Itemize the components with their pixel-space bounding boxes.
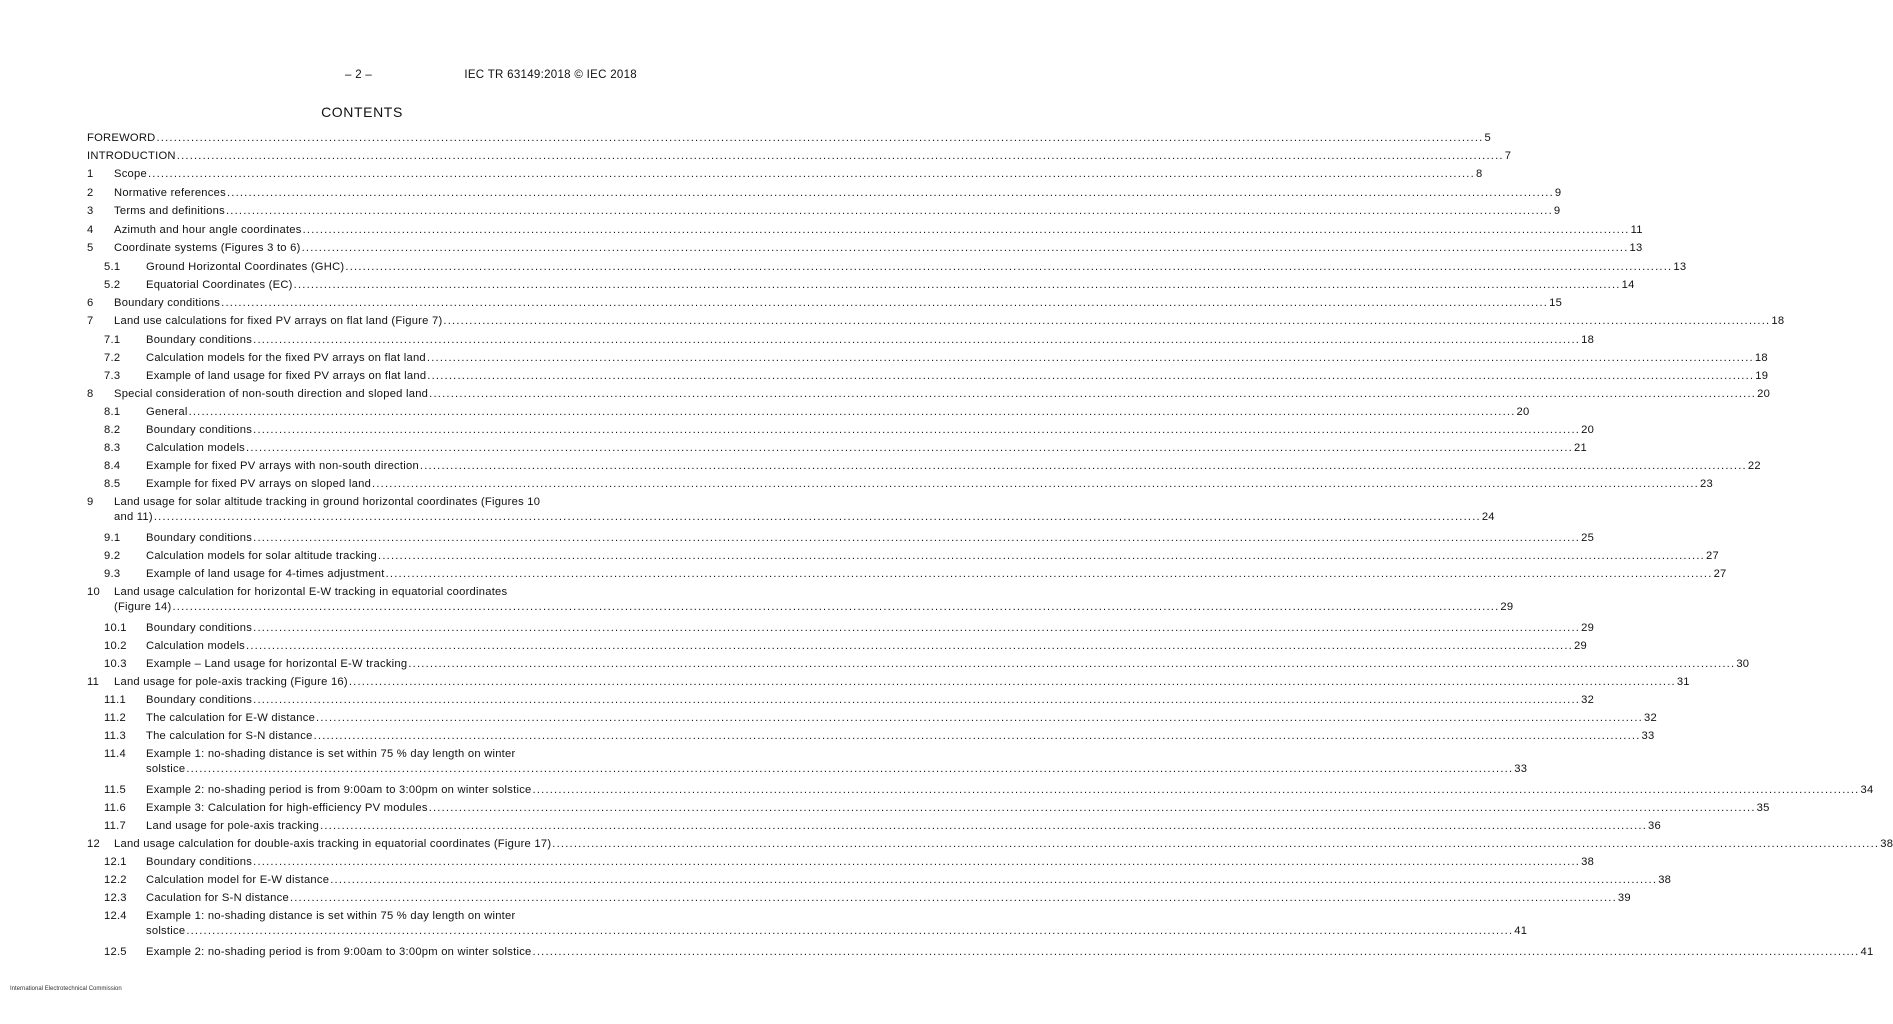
toc-leader-dots [552, 837, 1879, 852]
toc-entry[interactable] [87, 423, 1595, 441]
toc-entry-page: 13 [1673, 261, 1687, 273]
toc-entry[interactable] [87, 441, 1587, 459]
toc-entry-title: Example 1: no-shading distance is set within 75 % day length on winter [146, 910, 516, 922]
toc-entry[interactable] [87, 657, 1750, 675]
toc-entry-number: 10.1 [104, 622, 127, 634]
toc-entry[interactable] [87, 873, 1672, 891]
toc-entry[interactable] [87, 204, 1561, 223]
toc-leader-dots [533, 783, 1860, 798]
toc-entry-title: Example 2: no-shading period is from 9:00am to 3:00pm on winter solstice [146, 946, 532, 958]
toc-entry-title: FOREWORD [87, 132, 156, 144]
toc-entry-number: 10.3 [104, 658, 127, 670]
toc-entry-number: 12.4 [104, 910, 127, 922]
toc-entry[interactable] [87, 241, 1643, 260]
toc-leader-dots [533, 945, 1860, 960]
toc-entry-title: Land usage for solar altitude tracking in ground horizontal coordinates (Figures 10 [114, 496, 541, 508]
toc-entry-number: 7.2 [104, 352, 121, 364]
toc-entry-number: 8.2 [104, 424, 121, 436]
toc-leader-dots [429, 387, 1756, 402]
toc-entry-page: 27 [1713, 568, 1727, 580]
toc-leader-dots [177, 149, 1504, 164]
toc-entry-title: Calculation models [146, 442, 246, 454]
toc-entry[interactable] [87, 621, 1595, 639]
toc-entry-number: 11.7 [104, 820, 126, 832]
toc-entry-number: 10.2 [104, 640, 127, 652]
toc-entry-page: 27 [1705, 550, 1719, 562]
toc-entry-page: 20 [1581, 424, 1595, 436]
toc-entry-page: 14 [1621, 279, 1635, 291]
toc-entry-page: 13 [1629, 242, 1643, 254]
toc-entry-page: 32 [1581, 694, 1595, 706]
toc-leader-dots [316, 711, 1643, 726]
toc-entry-number: 11.5 [104, 784, 126, 796]
toc-leader-dots [345, 260, 1672, 275]
toc-entry-page: 38 [1658, 874, 1672, 886]
toc-entry-number: 6 [87, 297, 94, 309]
toc-entry[interactable] [87, 131, 1491, 149]
toc-leader-dots [429, 801, 1756, 816]
toc-leader-dots [427, 369, 1754, 384]
toc-entry[interactable] [87, 729, 1655, 747]
toc-entry-title-continued: and 11) [114, 511, 153, 523]
toc-entry-page: 23 [1700, 478, 1713, 490]
toc-entry-number: 7 [87, 315, 94, 327]
toc-entry-title: Boundary conditions [114, 297, 221, 309]
toc-entry-title: Boundary conditions [146, 622, 253, 634]
toc-entry-page: 31 [1676, 676, 1690, 688]
toc-leader-dots [253, 693, 1580, 708]
toc-entry[interactable] [87, 495, 1495, 531]
toc-entry-title: Caculation for S-N distance [146, 892, 289, 904]
toc-leader-dots [386, 567, 1713, 582]
toc-entry-number: 8.1 [104, 406, 121, 418]
toc-leader-dots [303, 223, 1630, 238]
toc-entry-title: The calculation for S-N distance [146, 730, 313, 742]
toc-entry-title: General [146, 406, 188, 418]
toc-entry[interactable] [87, 314, 1785, 333]
toc-entry-title: Example 1: no-shading distance is set within 75 % day length on winter [146, 748, 516, 760]
toc-entry-title: Normative references [114, 187, 226, 199]
toc-entry[interactable] [87, 945, 1874, 963]
toc-entry-title: Boundary conditions [146, 856, 253, 868]
toc-entry[interactable] [87, 351, 1768, 369]
toc-leader-dots [294, 278, 1621, 293]
toc-entry-number: 12.1 [104, 856, 127, 868]
toc-entry[interactable] [87, 549, 1719, 567]
toc-entry-title: Calculation models for solar altitude tracking [146, 550, 378, 562]
toc-entry[interactable] [87, 369, 1769, 387]
toc-leader-dots [172, 600, 1499, 615]
toc-entry-page: 29 [1573, 640, 1587, 652]
toc-entry-page: 18 [1771, 315, 1785, 327]
toc-entry[interactable] [87, 405, 1530, 423]
toc-entry-page: 21 [1573, 442, 1587, 454]
toc-entry-number: 7.1 [104, 334, 121, 346]
toc-entry-page: 15 [1549, 297, 1563, 309]
toc-entry-page: 19 [1755, 370, 1769, 382]
toc-entry-title: Calculation models [146, 640, 246, 652]
toc-entry-page: 29 [1581, 622, 1595, 634]
toc-entry-number: 5 [87, 242, 94, 254]
toc-leader-dots [349, 675, 1676, 690]
toc-entry-page: 36 [1648, 820, 1661, 832]
toc-entry-title: Special consideration of non-south direction and sloped land [114, 388, 429, 400]
toc-entry-number: 12 [87, 838, 100, 850]
toc-entry-title: Boundary conditions [146, 334, 253, 346]
toc-entry[interactable] [87, 477, 1713, 495]
toc-entry-number: 5.1 [104, 261, 121, 273]
toc-entry[interactable] [87, 801, 1770, 819]
toc-entry-number: 4 [87, 224, 94, 236]
toc-entry[interactable] [87, 675, 1690, 693]
toc-entry[interactable] [87, 819, 1661, 837]
toc-leader-dots [330, 873, 1657, 888]
toc-entry-page: 8 [1475, 168, 1483, 180]
toc-entry[interactable] [87, 459, 1761, 477]
toc-entry[interactable] [87, 855, 1595, 873]
toc-leader-dots [246, 441, 1573, 456]
toc-entry[interactable] [87, 585, 1514, 621]
toc-entry-title: Example – Land usage for horizontal E-W tracking [146, 658, 408, 670]
toc-entry-number: 10 [87, 586, 100, 598]
toc-leader-dots [302, 241, 1629, 256]
toc-entry-number: 9.1 [104, 532, 121, 544]
toc-entry-number: 7.3 [104, 370, 121, 382]
toc-entry-page: 38 [1880, 838, 1893, 850]
toc-entry[interactable] [87, 693, 1595, 711]
toc-entry[interactable] [87, 909, 1528, 945]
toc-entry[interactable] [87, 186, 1562, 204]
toc-entry[interactable] [87, 567, 1727, 585]
toc-entry-title: Land usage for pole-axis tracking (Figure 16) [114, 676, 348, 688]
toc-entry-number: 1 [87, 168, 94, 180]
toc-leader-dots [154, 510, 1481, 525]
toc-leader-dots [372, 477, 1699, 492]
toc-entry-page: 39 [1617, 892, 1631, 904]
toc-entry-number: 11.6 [104, 802, 126, 814]
page-title: CONTENTS [321, 104, 403, 120]
toc-entry-page: 34 [1860, 784, 1874, 796]
toc-leader-dots [186, 762, 1513, 777]
toc-entry-page: 18 [1581, 334, 1595, 346]
toc-entry-page: 41 [1860, 946, 1874, 958]
toc-entry-title: Example of land usage for 4-times adjustment [146, 568, 385, 580]
toc-entry-title: Ground Horizontal Coordinates (GHC) [146, 261, 345, 273]
toc-leader-dots [246, 639, 1573, 654]
toc-entry-title: Calculation models for the fixed PV arrays on flat land [146, 352, 426, 364]
toc-entry-number: 12.5 [104, 946, 127, 958]
toc-entry-title: Coordinate systems (Figures 3 to 6) [114, 242, 301, 254]
toc-entry-title-continued: (Figure 14) [114, 601, 172, 613]
toc-entry-title: Boundary conditions [146, 694, 253, 706]
toc-entry-title: INTRODUCTION [87, 150, 176, 162]
toc-entry-number: 11.2 [104, 712, 126, 724]
toc-entry[interactable] [87, 260, 1687, 278]
toc-leader-dots [253, 855, 1580, 870]
toc-entry-page: 25 [1581, 532, 1595, 544]
toc-entry[interactable] [87, 223, 1643, 241]
toc-entry-page: 7 [1504, 150, 1512, 162]
toc-entry-page: 18 [1754, 352, 1768, 364]
toc-entry[interactable] [87, 333, 1595, 351]
toc-entry-title: Boundary conditions [146, 532, 253, 544]
toc-entry[interactable] [87, 278, 1635, 296]
toc-leader-dots [253, 531, 1580, 546]
toc-entry-title: Example 3: Calculation for high-efficiency PV modules [146, 802, 428, 814]
toc-entry-title-continued: solstice [146, 925, 186, 937]
toc-entry-number: 8 [87, 388, 94, 400]
toc-entry-page: 9 [1554, 187, 1562, 199]
toc-entry-title: Example 2: no-shading period is from 9:00am to 3:00pm on winter solstice [146, 784, 532, 796]
toc-leader-dots [408, 657, 1735, 672]
toc-entry-number: 12.2 [104, 874, 127, 886]
toc-entry-number: 8.5 [104, 478, 121, 490]
toc-entry[interactable] [87, 639, 1587, 657]
toc-entry-title: Land usage for pole-axis tracking [146, 820, 320, 832]
toc-leader-dots [157, 131, 1484, 146]
document-id: IEC TR 63149:2018 © IEC 2018 [464, 69, 637, 81]
toc-entry-page: 22 [1747, 460, 1761, 472]
toc-entry-page: 38 [1581, 856, 1595, 868]
toc-entry-title: Azimuth and hour angle coordinates [114, 224, 302, 236]
page-number: – 2 – [345, 69, 373, 81]
toc-entry-title: Example for fixed PV arrays with non-south direction [146, 460, 419, 472]
toc-entry-number: 11 [87, 676, 100, 688]
toc-leader-dots [253, 423, 1580, 438]
toc-entry-page: 20 [1757, 388, 1771, 400]
toc-leader-dots [221, 296, 1548, 311]
toc-entry-title: Terms and definitions [114, 205, 225, 217]
toc-entry-number: 12.3 [104, 892, 127, 904]
toc-entry-title: Land usage calculation for horizontal E-W tracking in equatorial coordinates [114, 586, 508, 598]
toc-entry-number: 11.3 [104, 730, 126, 742]
toc-entry-page: 35 [1756, 802, 1770, 814]
toc-entry-page: 41 [1514, 925, 1528, 937]
toc-entry[interactable] [87, 387, 1771, 405]
toc-entry-page: 24 [1481, 511, 1495, 523]
toc-leader-dots [290, 891, 1617, 906]
toc-entry[interactable] [87, 711, 1657, 729]
table-of-contents [87, 131, 1893, 963]
toc-entry-page: 33 [1514, 763, 1528, 775]
toc-entry-title: Scope [114, 168, 147, 180]
toc-entry-number: 9.3 [104, 568, 121, 580]
toc-leader-dots [420, 459, 1747, 474]
toc-leader-dots [320, 819, 1647, 834]
toc-entry-title-continued: solstice [146, 763, 186, 775]
toc-entry-number: 8.3 [104, 442, 121, 454]
toc-leader-dots [253, 621, 1580, 636]
toc-entry-page: 11 [1630, 224, 1643, 236]
toc-entry[interactable] [87, 296, 1563, 314]
toc-entry-title: The calculation for E-W distance [146, 712, 316, 724]
toc-entry[interactable] [87, 837, 1893, 855]
toc-entry-number: 9 [87, 496, 94, 508]
toc-entry-number: 9.2 [104, 550, 121, 562]
toc-entry[interactable] [87, 167, 1483, 186]
toc-leader-dots [314, 729, 1641, 744]
toc-entry-title: Land usage calculation for double-axis tracking in equatorial coordinates (Figure 17) [114, 838, 552, 850]
toc-entry-page: 9 [1553, 205, 1561, 217]
toc-leader-dots [189, 405, 1516, 420]
toc-leader-dots [227, 186, 1554, 201]
toc-leader-dots [148, 167, 1475, 182]
toc-entry-number: 11.1 [104, 694, 126, 706]
toc-leader-dots [443, 314, 1770, 329]
toc-entry-page: 20 [1516, 406, 1530, 418]
toc-entry-page: 5 [1484, 132, 1491, 144]
toc-entry-title: Example for fixed PV arrays on sloped land [146, 478, 372, 490]
toc-leader-dots [186, 924, 1513, 939]
toc-entry[interactable] [87, 747, 1528, 783]
toc-entry-number: 3 [87, 205, 94, 217]
toc-entry-title: Equatorial Coordinates (EC) [146, 279, 293, 291]
toc-entry[interactable] [87, 531, 1595, 549]
toc-entry-number: 11.4 [104, 748, 126, 760]
page-header [0, 69, 724, 85]
toc-entry[interactable] [87, 783, 1874, 801]
toc-entry-title: Land use calculations for fixed PV arrays on flat land (Figure 7) [114, 315, 443, 327]
toc-entry-number: 5.2 [104, 279, 121, 291]
toc-leader-dots [427, 351, 1754, 366]
toc-entry[interactable] [87, 149, 1512, 167]
toc-entry-page: 29 [1500, 601, 1514, 613]
toc-entry-number: 2 [87, 187, 94, 199]
toc-leader-dots [226, 204, 1553, 219]
toc-entry-page: 32 [1644, 712, 1657, 724]
toc-entry-page: 33 [1641, 730, 1655, 742]
toc-entry-page: 30 [1736, 658, 1750, 670]
toc-entry[interactable] [87, 891, 1631, 909]
toc-entry-title: Calculation model for E-W distance [146, 874, 330, 886]
toc-leader-dots [378, 549, 1705, 564]
toc-leader-dots [253, 333, 1580, 348]
footer-publisher: International Electrotechnical Commission [10, 986, 122, 992]
toc-entry-title: Boundary conditions [146, 424, 253, 436]
toc-entry-title: Example of land usage for fixed PV arrays on flat land [146, 370, 427, 382]
toc-entry-number: 8.4 [104, 460, 121, 472]
